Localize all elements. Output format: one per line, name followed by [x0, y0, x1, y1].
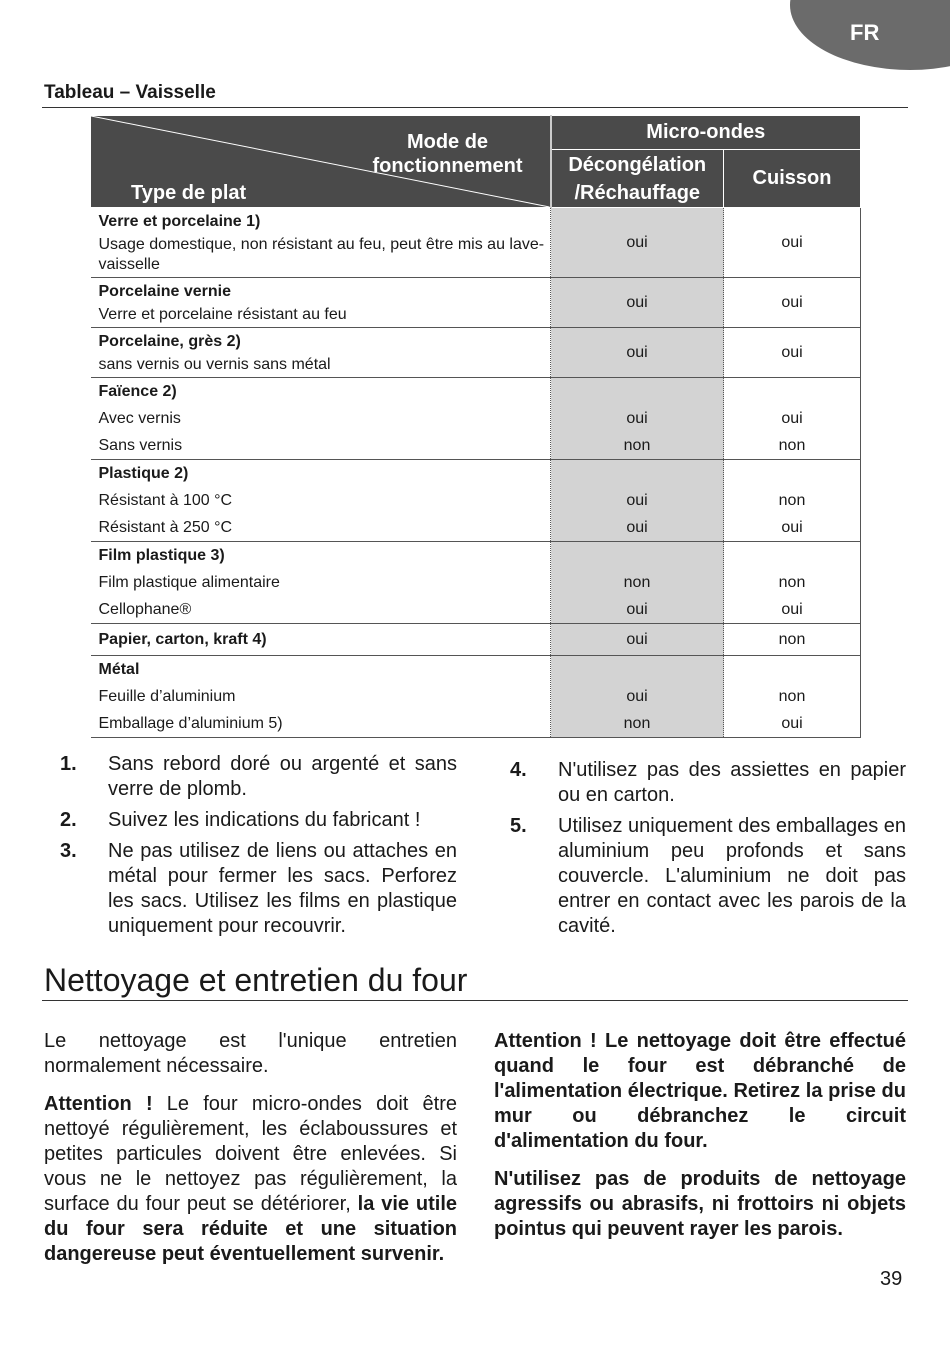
left-paragraph-2-warning: la vie utile du four sera réduite et une situation dangereuse peut éventuellement survenir. — [44, 1193, 458, 1265]
row-name-cell — [91, 208, 551, 278]
row-title: Plastique 2) — [98, 465, 189, 482]
page-number: 39 — [880, 1268, 903, 1290]
row-title: Verre et porcelaine 1) — [98, 213, 261, 230]
footnote-text: N'utilisez pas des assiettes en papier ou en carton. — [558, 759, 906, 806]
footnote-number: 5. — [510, 815, 527, 837]
row-name-cell — [91, 656, 551, 738]
footnote — [494, 814, 906, 939]
right-paragraph-2: N'utilisez pas de produits de nettoyage agressifs ou abrasifs, ni frottoirs ni objets pointus qui peuvent rayer les parois. — [494, 1168, 906, 1240]
spacer — [724, 542, 860, 569]
table-row — [91, 208, 861, 278]
row-line-label: Feuille d’aluminium — [98, 688, 236, 705]
spacer — [551, 542, 723, 569]
spacer — [724, 378, 860, 405]
header-defrost: Décongélation /Réchauffage — [551, 150, 724, 208]
table-row — [91, 378, 861, 460]
footnotes-right — [494, 758, 906, 945]
spacer — [724, 656, 860, 683]
footnote — [44, 752, 457, 802]
cooking-value: oui — [781, 410, 803, 427]
defrost-value: oui — [626, 293, 648, 311]
row-name-cell — [91, 542, 551, 624]
cooking-value: non — [778, 688, 806, 705]
cooking-cell — [724, 278, 861, 328]
heading-rule — [42, 1000, 908, 1001]
row-line-label: Sans vernis — [98, 437, 183, 454]
table-row — [91, 624, 861, 656]
cooking-value: oui — [781, 715, 803, 732]
row-line-label: Résistant à 100 °C — [98, 492, 233, 509]
defrost-cell — [551, 624, 724, 656]
row-title: Papier, carton, kraft 4) — [98, 631, 267, 648]
table-row — [91, 328, 861, 378]
row-name-cell — [91, 460, 551, 542]
cooking-cell — [724, 460, 861, 542]
dishware-table — [90, 115, 861, 738]
footnote — [44, 808, 457, 833]
row-title: Porcelaine vernie — [98, 283, 232, 300]
table-row — [91, 460, 861, 542]
footnote-number: 1. — [60, 753, 77, 775]
row-subtitle: Usage domestique, non résistant au feu, peut être mis au lave-vaisselle — [98, 236, 545, 273]
defrost-cell — [551, 208, 724, 278]
row-line-label: Emballage d’aluminium 5) — [98, 715, 283, 732]
defrost-value: oui — [626, 601, 648, 618]
spacer — [551, 378, 723, 405]
cooking-value: non — [778, 630, 806, 648]
row-name-cell — [91, 378, 551, 460]
header-mode: Mode de fonctionnement — [372, 131, 523, 177]
section-title: Tableau – Vaisselle — [44, 82, 216, 103]
cooking-value: oui — [781, 343, 803, 361]
defrost-cell — [551, 460, 724, 542]
defrost-value: oui — [626, 630, 648, 648]
defrost-value: non — [623, 437, 651, 454]
defrost-value: oui — [626, 343, 648, 361]
cooking-cell — [724, 624, 861, 656]
attention-label: Attention ! — [44, 1093, 153, 1115]
cooking-cell — [724, 542, 861, 624]
cooking-cell — [724, 328, 861, 378]
footnote-text: Ne pas utilisez de liens ou attaches en métal pour fermer les sacs. Perforez les sacs. Utilisez les films en plastique uniquement pour recouvrir. — [108, 840, 457, 937]
defrost-value: non — [623, 715, 651, 732]
defrost-value: oui — [626, 233, 648, 251]
footnote — [494, 758, 906, 808]
defrost-value: oui — [626, 492, 648, 509]
cooking-value: non — [778, 492, 806, 509]
row-subtitle: Verre et porcelaine résistant au feu — [98, 306, 347, 323]
cooking-cell — [724, 208, 861, 278]
cooking-value: oui — [781, 519, 803, 536]
defrost-cell — [551, 378, 724, 460]
defrost-value: oui — [626, 410, 648, 427]
defrost-value: oui — [626, 688, 648, 705]
language-label: FR — [850, 20, 880, 45]
cooking-cell — [724, 378, 861, 460]
row-line-label: Avec vernis — [98, 410, 181, 427]
footnote-text: Utilisez uniquement des emballages en aluminium peu profonds et sans couvercle. L'aluminium ne doit pas entrer en contact avec les parois de la cavité. — [558, 815, 906, 937]
cooking-value: oui — [781, 233, 803, 251]
footnote-text: Suivez les indications du fabricant ! — [108, 809, 421, 831]
header-microwave: Micro-ondes — [551, 116, 861, 150]
footnote-text: Sans rebord doré ou argenté et sans verre de plomb. — [108, 753, 457, 800]
header-cooking: Cuisson — [724, 150, 861, 208]
row-line-label: Film plastique alimentaire — [98, 574, 280, 591]
table-row — [91, 542, 861, 624]
defrost-value: non — [623, 574, 651, 591]
left-paragraph-2-text: Le four micro-ondes doit être nettoyé régulièrement, les éclaboussures et petites particules doivent être enlevées. Si vous ne le nettoyez pas régulièrement, la surface du four peut se détériorer, — [44, 1093, 457, 1215]
row-subtitle: sans vernis ou vernis sans métal — [98, 356, 331, 373]
spacer — [551, 460, 723, 487]
right-paragraph-1: Attention ! Le nettoyage doit être effectué quand le four est débranché de l'alimentation électrique. Retirez la prise du mur ou débranchez le circuit d'alimentation du four. — [494, 1030, 906, 1152]
row-name-cell — [91, 328, 551, 378]
footnote-number: 4. — [510, 759, 527, 781]
title-rule — [42, 107, 908, 108]
row-title: Faïence 2) — [98, 383, 177, 400]
cooking-value: non — [778, 574, 806, 591]
defrost-cell — [551, 656, 724, 738]
page-heading: Nettoyage et entretien du four — [44, 962, 468, 998]
header-type: Type de plat — [131, 182, 247, 204]
footnote-number: 2. — [60, 809, 77, 831]
footnotes-left — [44, 752, 457, 945]
left-paragraph-1: Le nettoyage est l'unique entretien normalement nécessaire. — [44, 1030, 457, 1077]
defrost-cell — [551, 542, 724, 624]
defrost-cell — [551, 278, 724, 328]
table-row — [91, 278, 861, 328]
right-column — [494, 1029, 906, 1255]
left-paragraph-2 — [44, 1092, 457, 1267]
row-name-cell — [91, 278, 551, 328]
row-title: Métal — [98, 661, 140, 678]
row-title: Film plastique 3) — [98, 547, 225, 564]
header-corner — [91, 116, 551, 208]
cooking-value: oui — [781, 601, 803, 618]
footnote-number: 3. — [60, 840, 77, 862]
footnote — [44, 839, 457, 939]
row-name-cell — [91, 624, 551, 656]
row-line-label: Cellophane® — [98, 601, 192, 618]
row-line-label: Résistant à 250 °C — [98, 519, 233, 536]
table-row — [91, 656, 861, 738]
spacer — [724, 460, 860, 487]
cooking-value: non — [778, 437, 806, 454]
left-column — [44, 1029, 457, 1280]
cooking-cell — [724, 656, 861, 738]
row-title: Porcelaine, grès 2) — [98, 333, 241, 350]
defrost-cell — [551, 328, 724, 378]
defrost-value: oui — [626, 519, 648, 536]
spacer — [551, 656, 723, 683]
cooking-value: oui — [781, 293, 803, 311]
